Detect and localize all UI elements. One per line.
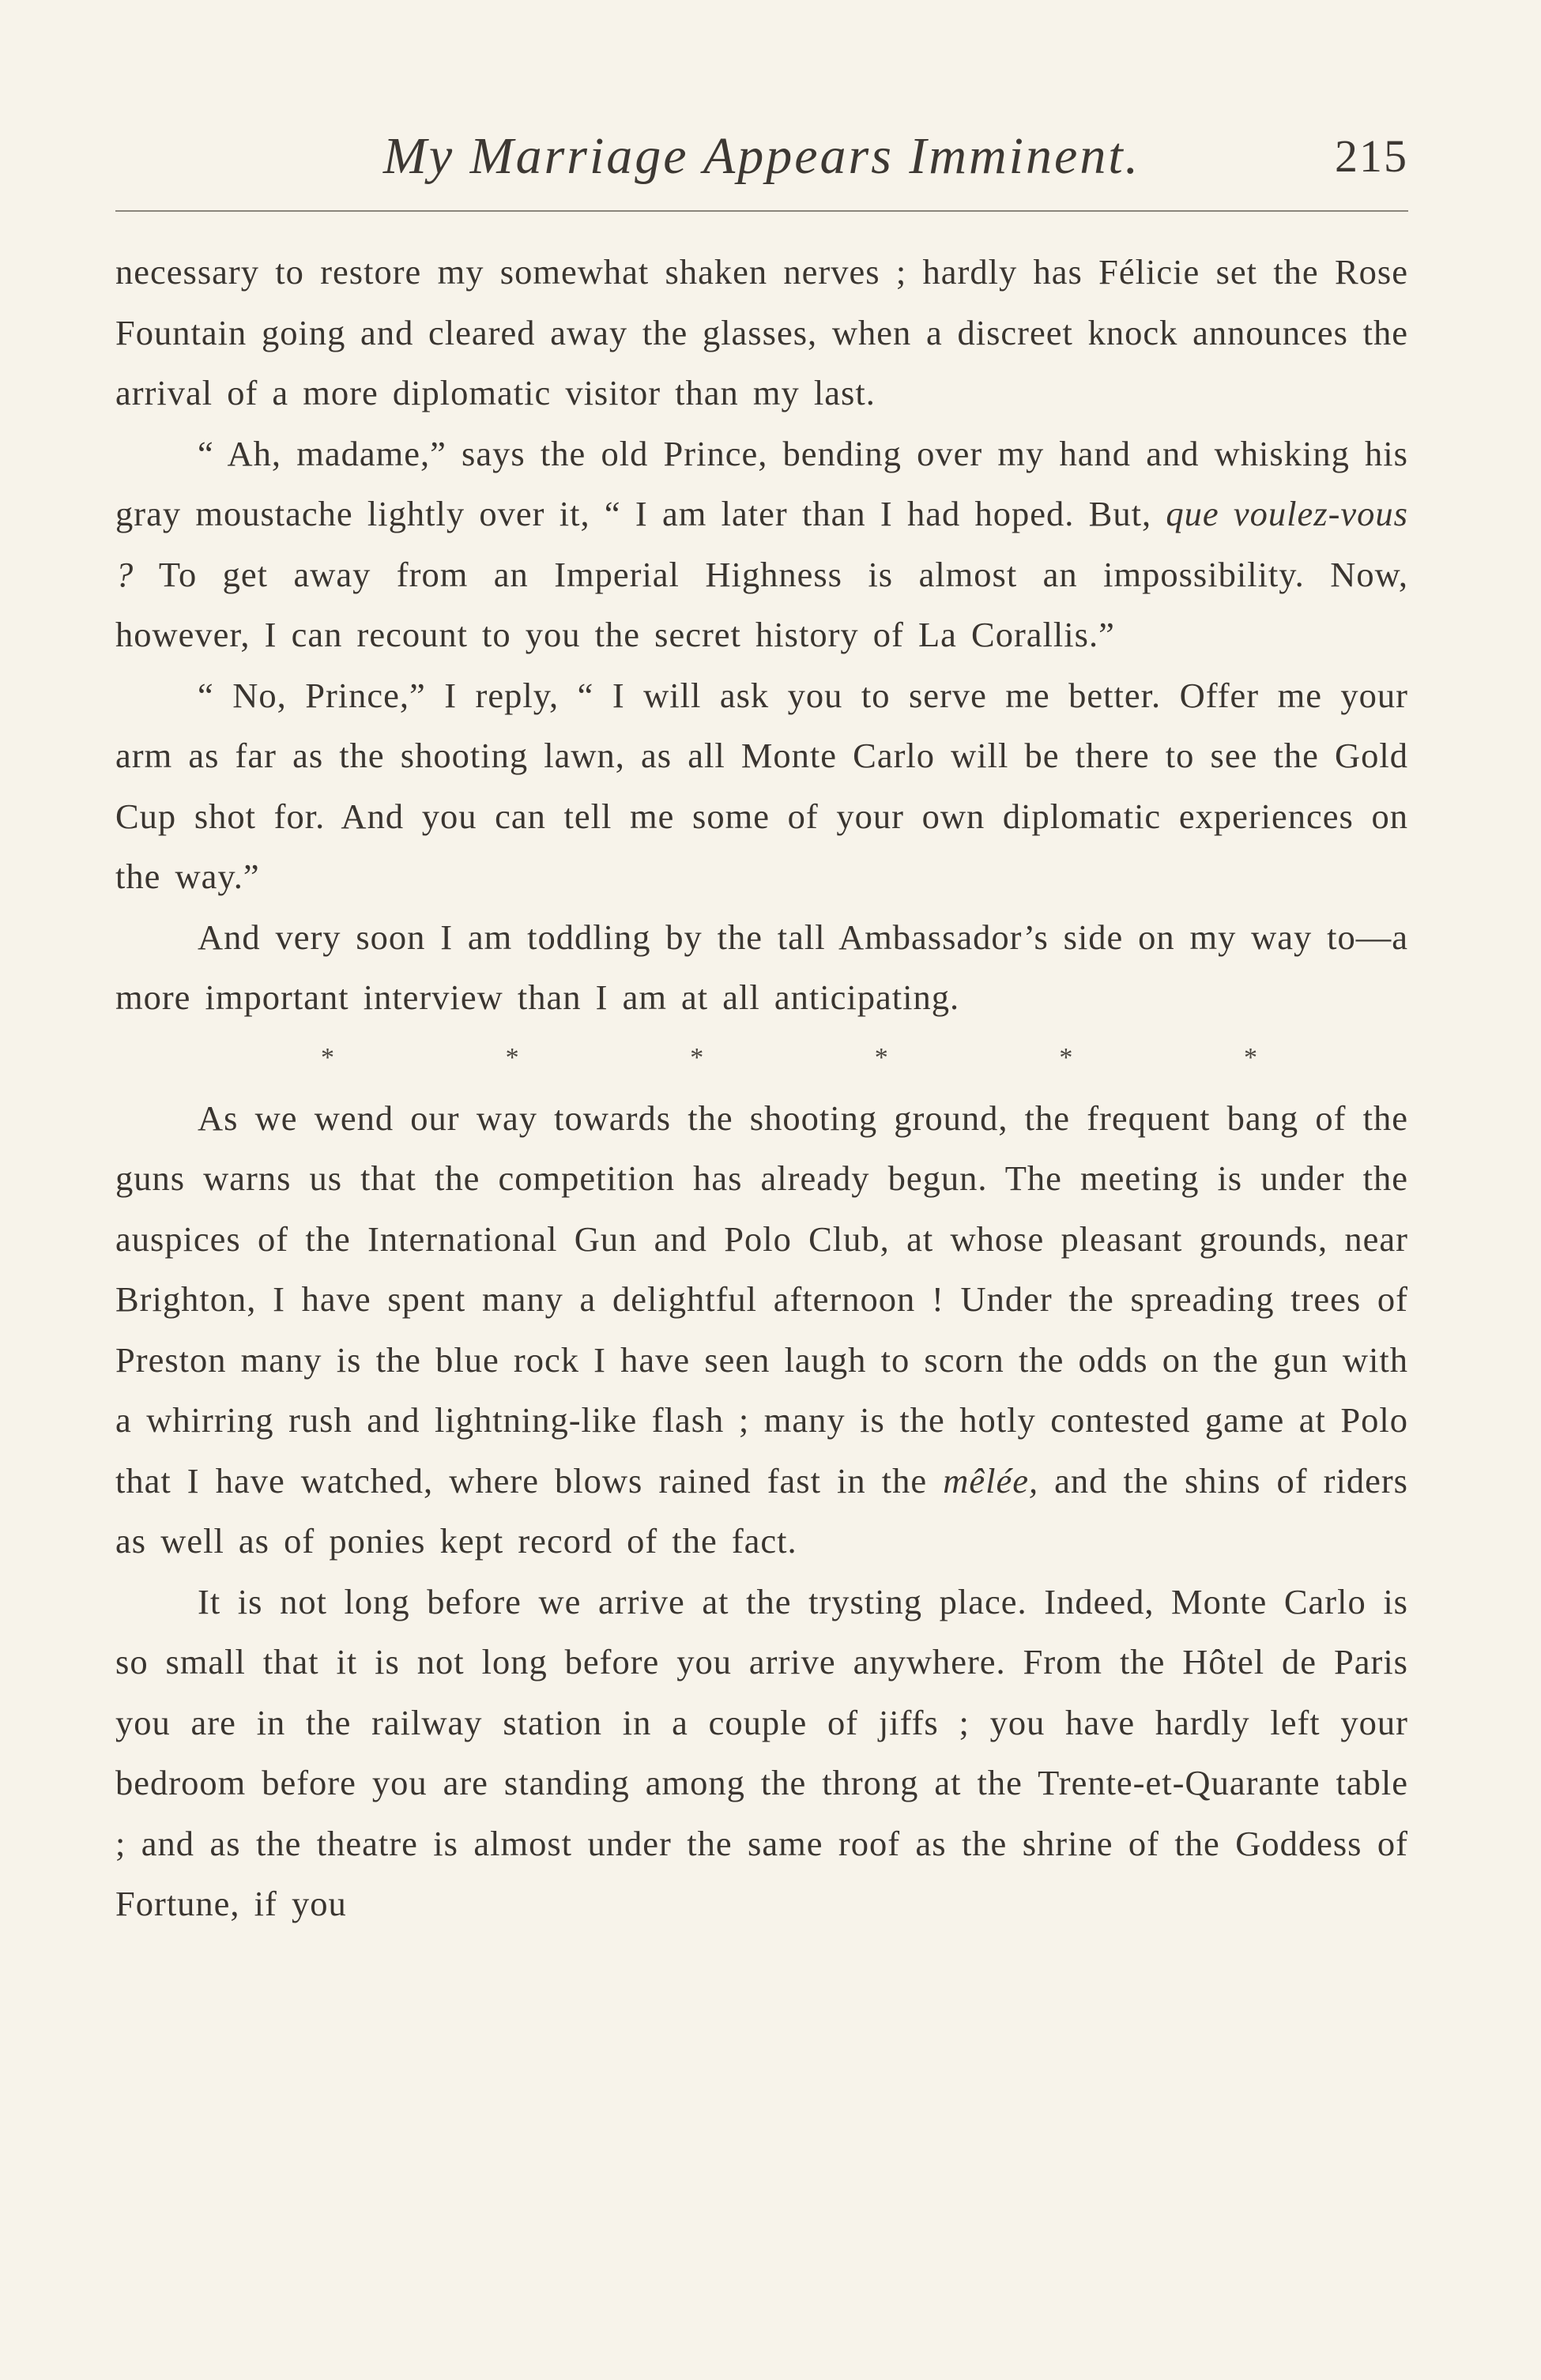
running-title: My Marriage Appears Imminent. [382,127,1141,185]
paragraph-3: “ No, Prince,” I reply, “ I will ask you to serve me better. Offer me your arm as far as the shooting lawn, as all Monte Carlo will be there to see the Gold Cup shot for. And you can tell me some of your own diplomatic experiences on the way.” [115,675,1408,896]
section-break-asterisks [115,1028,1408,1088]
running-head [115,119,1408,194]
paragraph-2 [115,424,1408,665]
paragraph-2-text-b: To get away from an Imperial Highness is almost an impossibility. Now, however, I can recount to you the secret history of La Corallis.” [115,554,1408,654]
asterisk-4: * [874,1042,889,1072]
paragraph-5 [115,1088,1408,1572]
paragraph-2-text-a: “ Ah, madame,” says the old Prince, bending over my hand and whisking his gray moustache lightly over it, “ I am later than I had hoped. But, [115,433,1408,533]
paragraph-5-text-a: As we wend our way towards the shooting ground, the frequent bang of the guns warns us that the competition has already begun. The meeting is under the auspices of the International Gun and Polo Club, at whose pleasant grounds, near Brighton, I have spent many a delightful afternoon ! Under the spreading trees of Preston many is the blue rock I have seen laugh to scorn the odds on the gun with a whirring rush and lightning-like flash ; many is the hotly contested game at Polo that I have watched, where blows rained fast in the [115,1098,1408,1501]
page-number: 215 [1335,130,1408,182]
paragraph-5-text-b: and the shins of riders as well as of ponies kept record of the fact. [115,1460,1408,1561]
asterisk-5: * [1059,1042,1074,1072]
asterisk-1: * [321,1042,335,1072]
paragraph-1: necessary to restore my somewhat shaken nerves ; hardly has Félicie set the Rose Fountain going and cleared away the glasses, when a discreet knock announces the arrival of a more diplomatic visitor than my last. [115,252,1408,412]
header-rule [115,210,1408,212]
book-page [115,119,1408,1934]
asterisk-6: * [1243,1042,1258,1072]
paragraph-2-italic: que voulez-vous ? [115,494,1408,594]
body-text [115,242,1408,1934]
paragraph-5-italic: mêlée, [943,1460,1039,1501]
paragraph-6: It is not long before we arrive at the trysting place. Indeed, Monte Carlo is so small that it is not long before you arrive anywhere. From the Hôtel de Paris you are in the railway station in a couple of jiffs ; you have hardly left your bedroom before you are standing among the throng at the Trente-et-Quarante table ; and as the theatre is almost under the same roof as the shrine of the Goddess of Fortune, if you [115,1581,1408,1923]
asterisk-2: * [505,1042,520,1072]
asterisk-3: * [690,1042,705,1072]
paragraph-4: And very soon I am toddling by the tall Ambassador’s side on my way to—a more important interview than I am at all anticipating. [115,917,1408,1017]
